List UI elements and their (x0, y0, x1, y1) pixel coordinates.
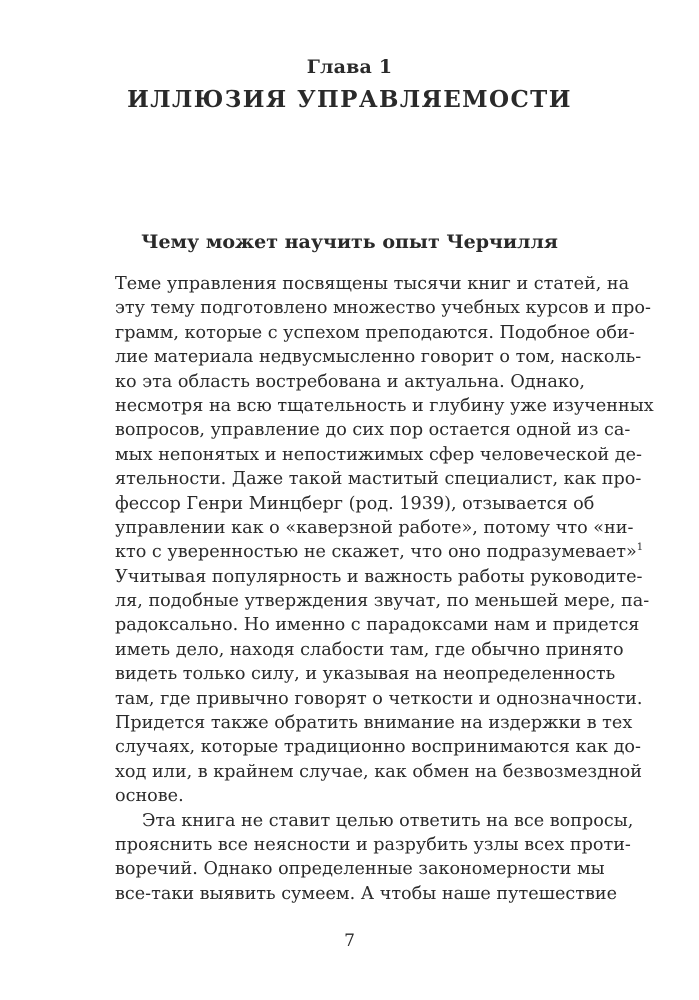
text-line-paragraph-end: основе. (115, 786, 184, 807)
text-line-with-footnote (115, 540, 644, 564)
text-line: ятельности. Даже такой маститый специалист, как про- (115, 469, 642, 490)
text-line: вопросов, управление до сих пор остается одной из са- (115, 420, 631, 441)
footnote-marker: 1 (636, 542, 644, 554)
text-line: Учитывая популярность и важность работы руководите- (115, 566, 643, 587)
text-line: видеть только силу, и указывая на неопределенность (115, 664, 616, 685)
text-line: эту тему подготовлено множество учебных курсов и про- (115, 298, 651, 319)
chapter-title: ИЛЛЮЗИЯ УПРАВЛЯЕМОСТИ (127, 86, 572, 113)
chapter-number: Глава 1 (306, 56, 393, 78)
body-text (115, 272, 654, 906)
text-line: там, где привычно говорят о четкости и однозначности. (115, 688, 643, 709)
text-line: прояснить все неясности и разрубить узлы всех проти- (115, 834, 631, 855)
text-line-paragraph-start: Эта книга не ставит целью ответить на все вопросы, (142, 810, 634, 831)
text-line: ход или, в крайнем случае, как обмен на безвозмездной (115, 761, 642, 782)
text-line: все-таки выявить сумеем. А чтобы наше путешествие (115, 883, 618, 904)
text-line: управлении как о «каверзной работе», потому что «ни- (115, 517, 634, 538)
section-title: Чему может научить опыт Черчилля (141, 231, 558, 253)
text-line: лие материала недвусмысленно говорит о том, насколь- (115, 347, 642, 368)
text-line: ля, подобные утверждения звучат, по меньшей мере, па- (115, 591, 650, 612)
text-line-content: кто с уверенностью не скажет, что оно подразумевает» (115, 542, 637, 563)
text-line: Придется также обратить внимание на издержки в тех (115, 713, 633, 734)
text-line: несмотря на всю тщательность и глубину уже изученных (115, 395, 654, 416)
text-line: ко эта область востребована и актуальна. Однако, (115, 371, 585, 392)
text-line: мых непонятых и непостижимых сфер человеческой де- (115, 444, 642, 465)
page-number: 7 (344, 931, 355, 951)
text-line: случаях, которые традиционно воспринимаются как до- (115, 737, 641, 758)
text-line: Теме управления посвящены тысячи книг и статей, на (115, 274, 630, 294)
text-line: фессор Генри Минцберг (род. 1939), отзывается об (115, 493, 595, 514)
text-line: воречий. Однако определенные закономерности мы (115, 859, 605, 880)
text-line: грамм, которые с успехом преподаются. Подобное оби- (115, 322, 635, 343)
text-line: иметь дело, находя слабости там, где обычно принято (115, 639, 624, 660)
text-line: радоксально. Но именно с парадоксами нам и придется (115, 615, 640, 636)
